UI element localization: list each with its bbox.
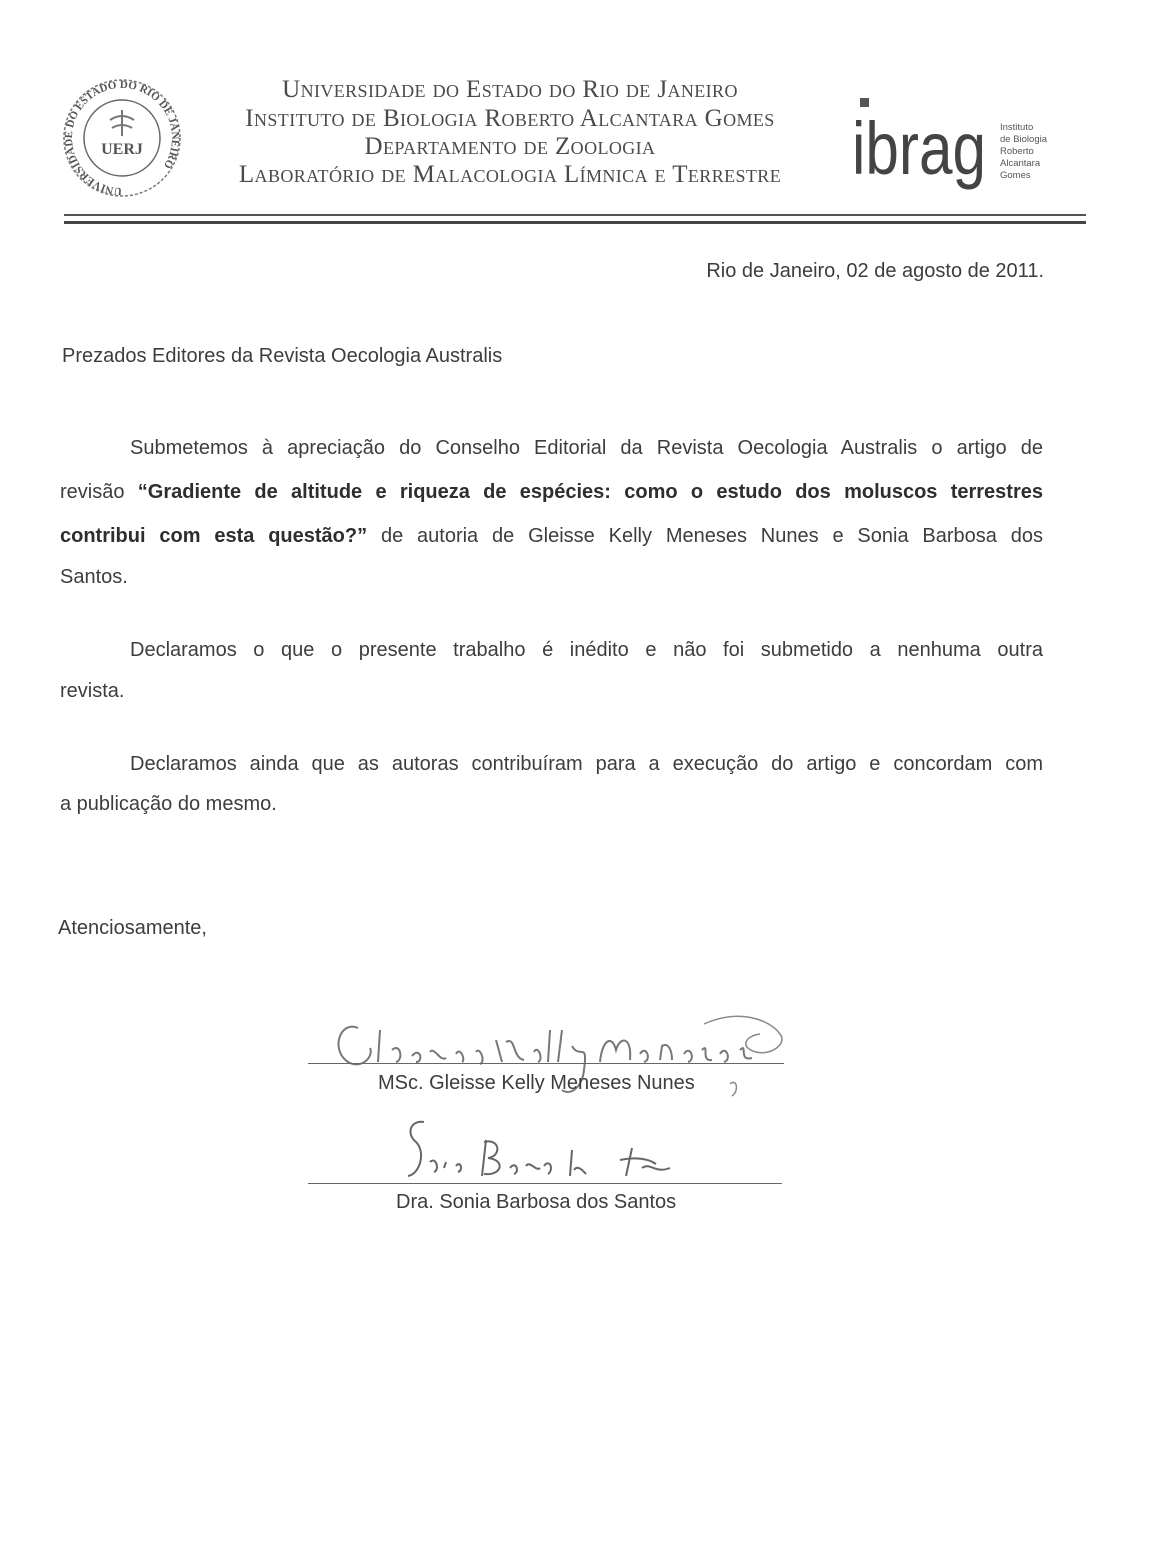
header-rule-top — [64, 214, 1086, 216]
seal-text: UERJ — [101, 141, 143, 158]
institution-line-2: Instituto de Biologia Roberto Alcantara Gomes — [245, 105, 775, 132]
seal-ring-text: UNIVERSIDADE DO ESTADO DO RIO DE JANEIRO — [62, 78, 182, 198]
header-rule-bottom — [64, 221, 1086, 224]
institution-line-1: Universidade do Estado do Rio de Janeiro — [282, 76, 738, 103]
paragraph-3-line-2: a publicação do mesmo. — [60, 793, 277, 815]
ibrag-subtitle-4: Alcantara — [1000, 158, 1041, 169]
ibrag-subtitle-5: Gomes — [1000, 170, 1031, 181]
uerj-seal-logo — [52, 76, 192, 200]
paragraph-2-line-1: Declaramos o que o presente trabalho é inédito e não foi submetido a nenhuma outra — [130, 639, 1043, 661]
article-title-part-1: “Gradiente de altitude e riqueza de espécies: como o estudo dos moluscos terrestres — [137, 481, 1043, 503]
letter-closing: Atenciosamente, — [58, 917, 207, 939]
ibrag-subtitle-1: Instituto — [1000, 122, 1034, 133]
signature-2-name: Dra. Sonia Barbosa dos Santos — [396, 1191, 677, 1213]
paragraph-1-line-3-post: de autoria de Gleisse Kelly Meneses Nunes e Sonia Barbosa dos — [367, 525, 1043, 547]
article-title-part-2: contribui com esta questão?” — [60, 525, 368, 547]
paragraph-2-line-2: revista. — [60, 680, 125, 702]
paragraph-1-line-4: Santos. — [60, 566, 128, 588]
paragraph-1-line-1: Submetemos à apreciação do Conselho Editorial da Revista Oecologia Australis o artigo de — [130, 437, 1043, 459]
paragraph-1-line-2-pre: revisão — [60, 481, 138, 503]
signature-2-line — [308, 1183, 782, 1184]
letter-salutation: Prezados Editores da Revista Oecologia Australis — [62, 345, 503, 367]
ibrag-subtitle-3: Roberto — [1000, 146, 1034, 157]
ibrag-logo-text: ibrag — [852, 107, 986, 190]
ibrag-subtitle-2: de Biologia — [1000, 134, 1048, 145]
signature-1-line — [308, 1063, 784, 1064]
signature-2-handwriting — [380, 1112, 700, 1192]
paragraph-1-line-3 — [60, 525, 1043, 548]
letter-date: Rio de Janeiro, 02 de agosto de 2011. — [706, 260, 1044, 282]
paragraph-3-line-1: Declaramos ainda que as autoras contribuíram para a execução do artigo e concordam com — [130, 753, 1043, 775]
paragraph-1-line-2 — [60, 481, 1043, 504]
signature-1-name: MSc. Gleisse Kelly Meneses Nunes — [378, 1072, 695, 1094]
institution-line-3: Departamento de Zoologia — [364, 133, 656, 160]
institution-line-4: Laboratório de Malacologia Límnica e Terrestre — [238, 161, 782, 188]
ibrag-logo — [850, 94, 990, 198]
